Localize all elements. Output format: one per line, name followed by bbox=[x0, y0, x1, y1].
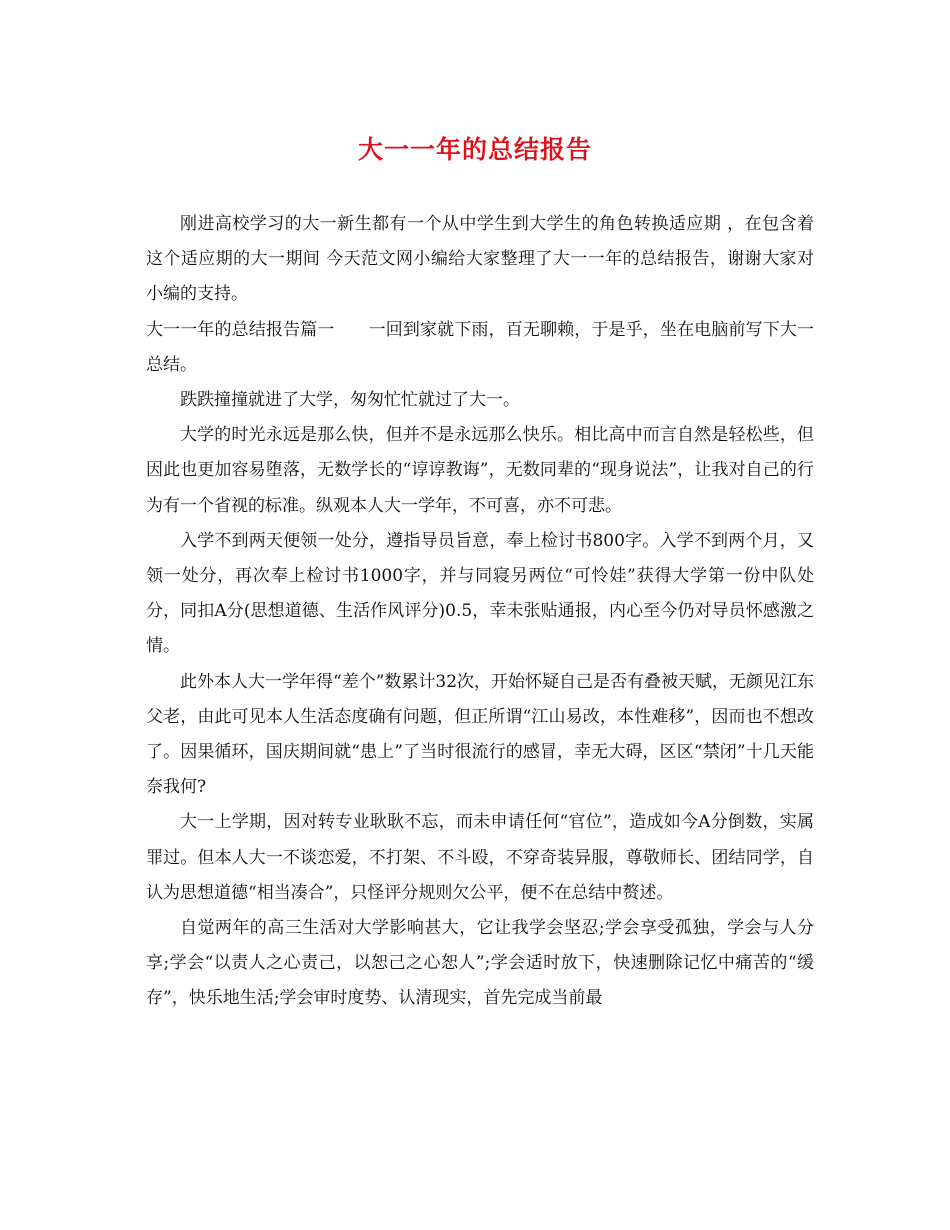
body-paragraph-2: 大学的时光永远是那么快，但并不是永远那么快乐。相比高中而言自然是轻松些，但因此也更加容易堕落，无数学长的“谆谆教诲”，无数同辈的“现身说法”，让我对自己的行为有一个省视的标准。纵观本人大一学年，不可喜，亦不可悲。 bbox=[146, 425, 814, 516]
section-heading: 大一一年的总结报告篇一 bbox=[146, 319, 335, 340]
intro-paragraph: 刚进高校学习的大一新生都有一个从中学生到大学生的角色转换适应期 ，在包含着这个适应期的大一期间 今天范文网小编给大家整理了大一一年的总结报告，谢谢大家对小编的支持。 bbox=[146, 214, 814, 305]
body-paragraph-5: 大一上学期，因对转专业耿耿不忘，而未申请任何“官位”，造成如今A分倒数，实属罪过。但本人大一不谈恋爱，不打架、不斗殴，不穿奇装异服，尊敬师长、团结同学，自认为思想道德“相当凑合”，只怪评分规则欠公平，便不在总结中赘述。 bbox=[146, 812, 814, 903]
body-paragraph-3: 入学不到两天便领一处分，遵指导员旨意，奉上检讨书800字。入学不到两个月，又领一处分，再次奉上检讨书1000字，并与同寝另两位“可怜娃”获得大学第一份中队处分，同扣A分(思想道德、生活作风评分)0.5，幸未张贴通报，内心至今仍对导员怀感激之情。 bbox=[146, 530, 814, 657]
document-body bbox=[146, 207, 814, 1017]
section-paragraph bbox=[146, 313, 814, 383]
body-paragraph-6: 自觉两年的高三生活对大学影响甚大，它让我学会坚忍;学会享受孤独，学会与人分享;学会“以责人之心责己，以恕己之心恕人”;学会适时放下，快速删除记忆中痛苦的“缓存”，快乐地生活;学会审时度势、认清现实，首先完成当前最 bbox=[146, 918, 814, 1009]
section-first-line: 一回到家就下雨，百无聊赖，于是乎，坐在电脑前写下大一总结。 bbox=[146, 319, 815, 375]
body-paragraph-4: 此外本人大一学年得“差个”数累计32次，开始怀疑自己是否有叠被天赋，无颜见江东父老，由此可见本人生活态度确有问题，但正所谓“江山易改，本性难移”，因而也不想改了。因果循环，国庆期间就“患上”了当时很流行的感冒，幸无大碍，区区“禁闭”十几天能奈我何? bbox=[146, 671, 815, 798]
body-paragraph-1: 跌跌撞撞就进了大学，匆匆忙忙就过了大一。 bbox=[180, 390, 520, 411]
document-title: 大一一年的总结报告 bbox=[357, 135, 592, 164]
